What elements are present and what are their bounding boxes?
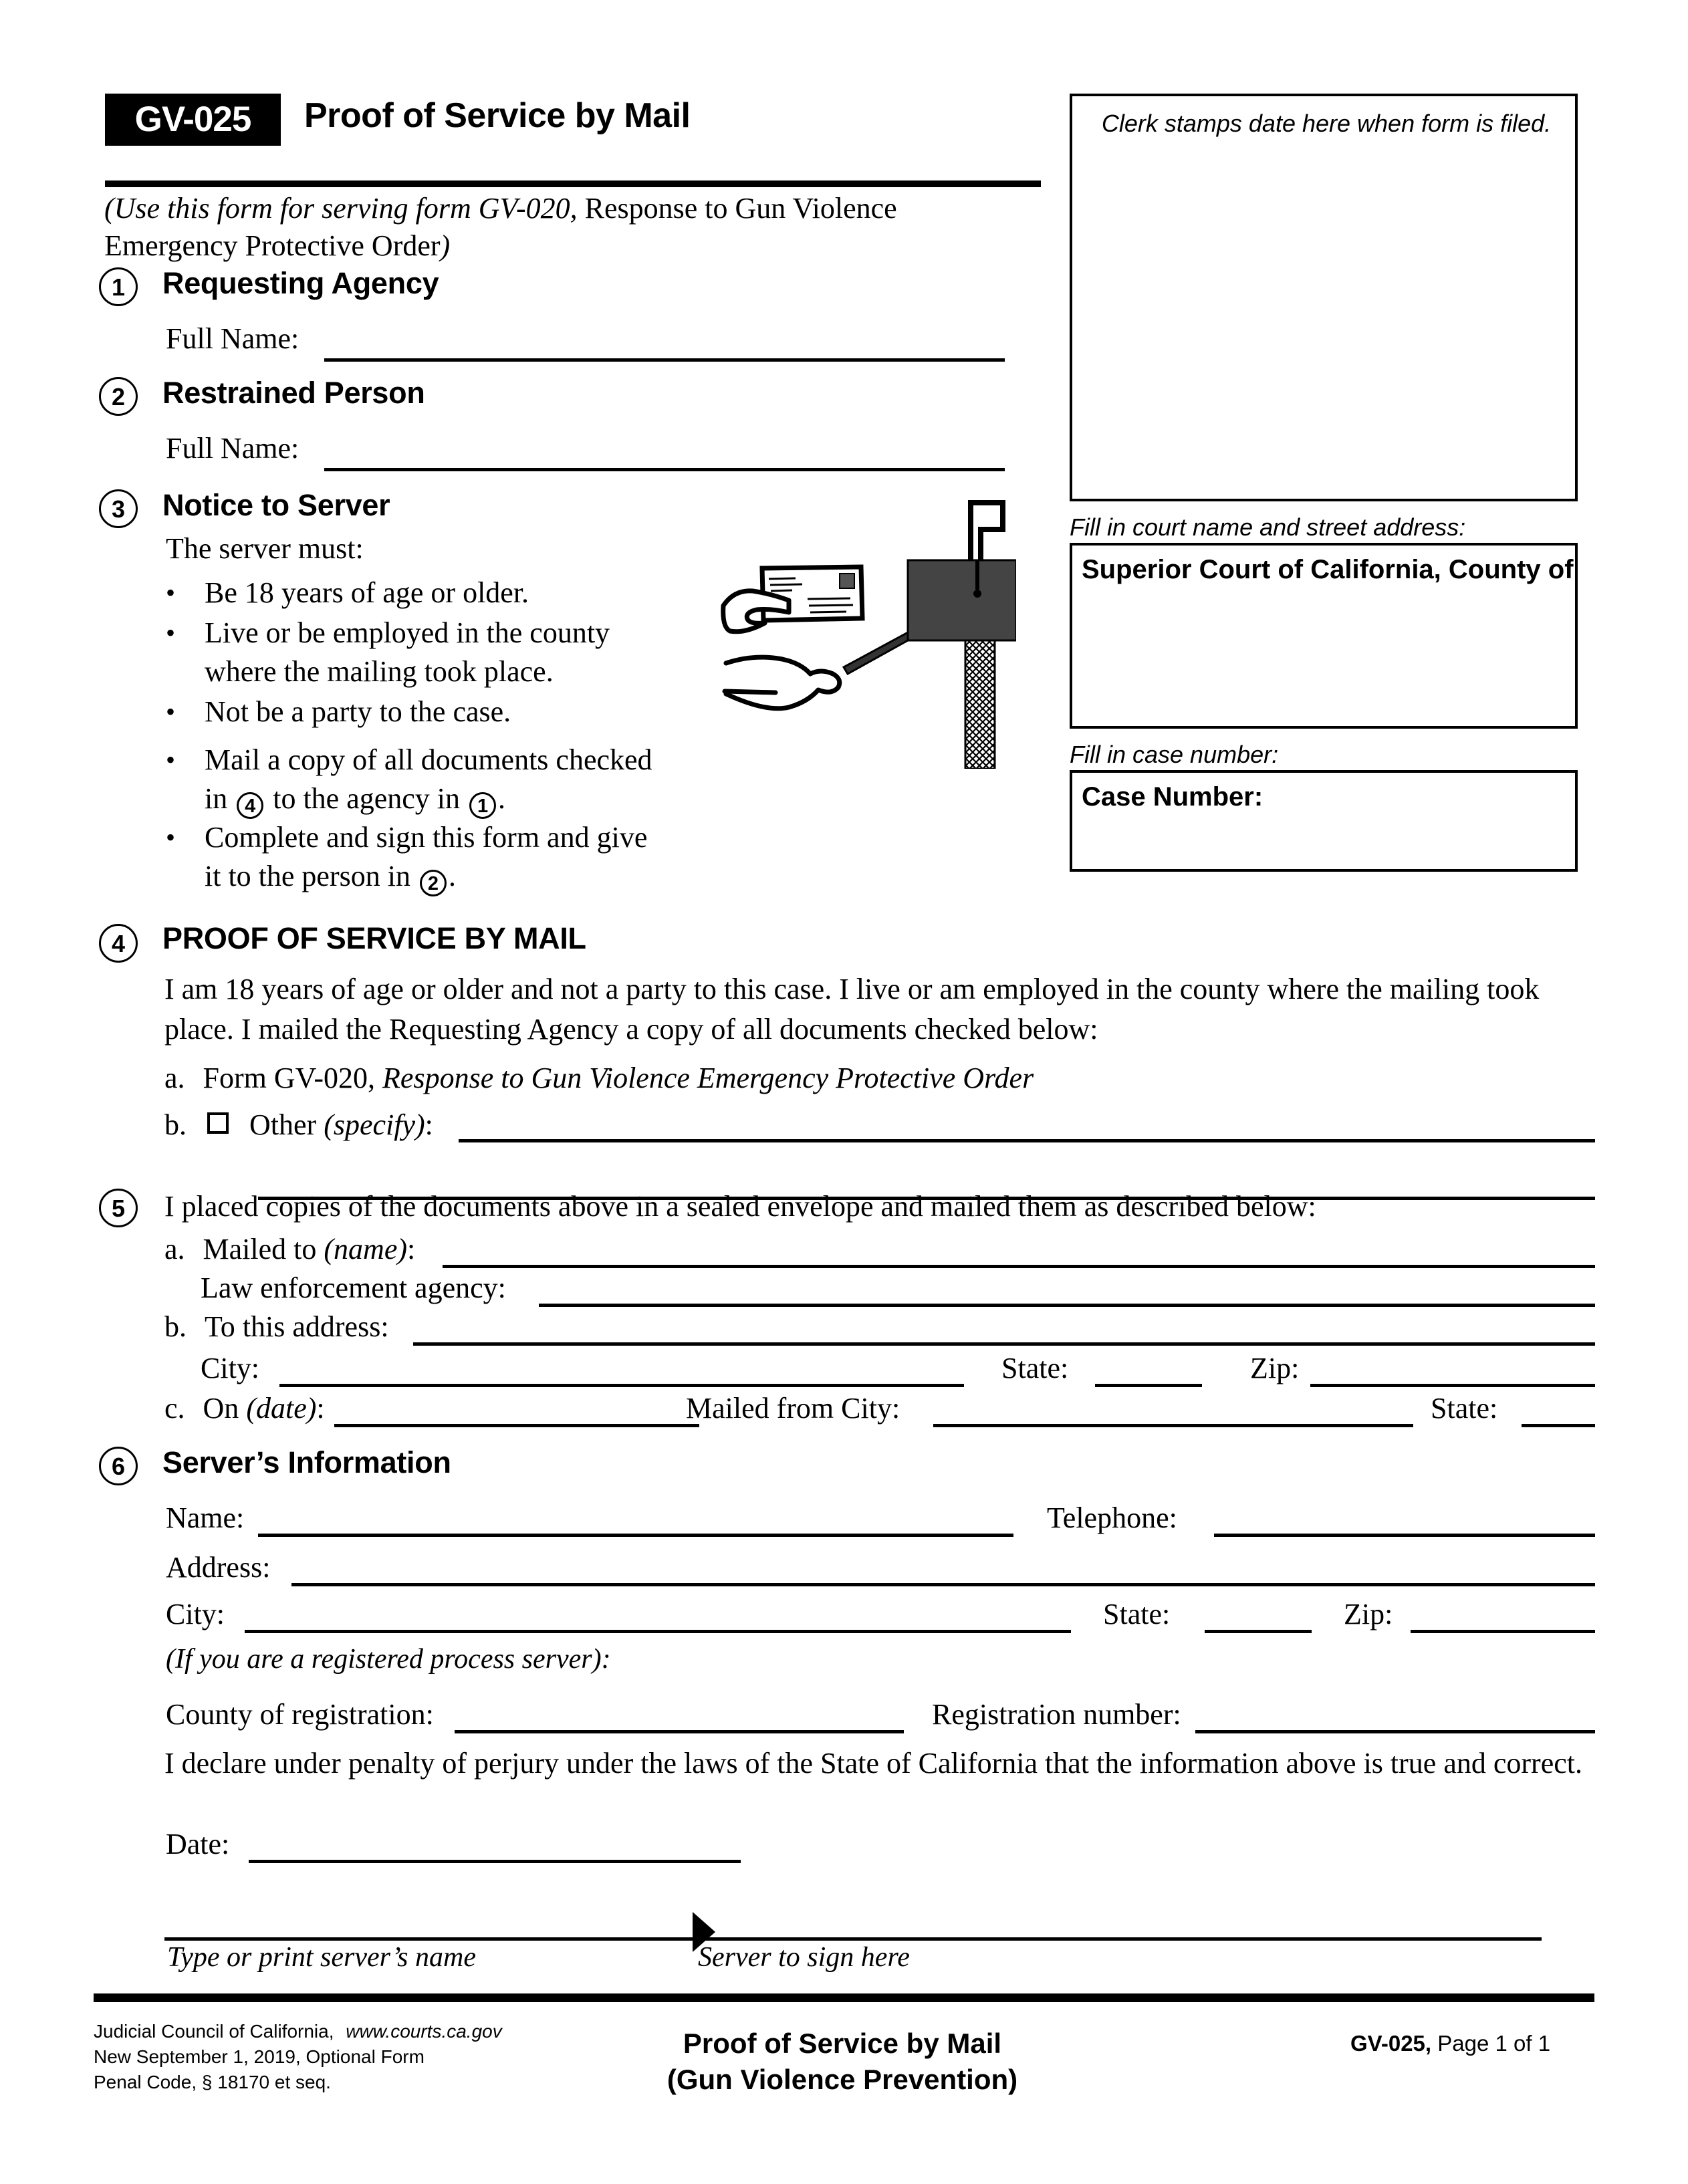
bullet4-agency-word: to the agency in [273, 782, 461, 815]
section-1-heading: Requesting Agency [162, 266, 439, 300]
footer-council-roman: Judicial Council of California, [94, 2021, 334, 2042]
notice-bullet-1-text: Be 18 years of age or older. [205, 576, 529, 609]
step-reference-1: 1 [469, 792, 496, 819]
section-4-paragraph: I am 18 years of age or older and not a party to this case. I live or am employed in the county where the mailing took place. I mailed the Requesting Agency a copy of all documents checked below: [164, 973, 1540, 1046]
server-address-field[interactable] [291, 1583, 1595, 1586]
restrained-person-full-name-field[interactable] [324, 468, 1005, 471]
court-box-caption: Fill in court name and street address: [1070, 513, 1466, 541]
mailing-zip-field[interactable] [1310, 1384, 1595, 1387]
server-state-label: State: [1103, 1598, 1171, 1630]
step-number-2: 2 [99, 377, 138, 416]
court-name-label: Superior Court of California, County of [1082, 555, 1574, 584]
mailed-on-date-field[interactable] [334, 1424, 699, 1427]
mailed-from-state-label: State: [1431, 1392, 1498, 1425]
item-5b-marker: b. [164, 1310, 187, 1343]
server-zip-label: Zip: [1344, 1598, 1393, 1630]
section-5a-label [164, 1230, 415, 1269]
requesting-agency-full-name-label: Full Name: [166, 322, 299, 355]
footer-website-url: www.courts.ca.gov [346, 2021, 502, 2042]
item-5a-marker: a. [164, 1233, 185, 1265]
item-5c-label: On [203, 1392, 239, 1425]
bullet-marker: • [166, 578, 176, 608]
law-enforcement-agency-label: Law enforcement agency: [201, 1271, 506, 1304]
item-5a-label: Mailed to [203, 1233, 317, 1265]
notice-bullet-3-text: Not be a party to the case. [205, 695, 511, 728]
subtitle-close-paren: ) [440, 229, 451, 262]
clerk-stamp-note: Clerk stamps date here when form is filed. [1101, 110, 1552, 137]
case-number-box[interactable] [1070, 770, 1578, 872]
bullet-marker: • [166, 745, 176, 775]
server-signature-caption: Server to sign here [698, 1942, 910, 1973]
mailed-from-state-field[interactable] [1522, 1424, 1595, 1427]
header-divider [105, 180, 1041, 187]
subtitle-italic-part: (Use this form for serving form GV-020, [104, 192, 578, 225]
case-number-label: Case Number: [1082, 782, 1263, 812]
item-5c-marker: c. [164, 1392, 185, 1425]
server-name-label: Name: [166, 1501, 245, 1534]
mailed-to-name-field[interactable] [443, 1265, 1595, 1268]
server-telephone-field[interactable] [1214, 1534, 1595, 1537]
clerk-stamp-box[interactable] [1070, 94, 1578, 501]
mailing-state-label: State: [1001, 1352, 1069, 1384]
step-reference-4: 4 [237, 792, 263, 819]
requesting-agency-full-name-field[interactable] [324, 358, 1005, 362]
server-telephone-label: Telephone: [1047, 1501, 1177, 1534]
footer-form-subtitle: (Gun Violence Prevention) [667, 2064, 1018, 2095]
item-a-italic: Response to Gun Violence Emergency Protective Order [382, 1062, 1034, 1094]
subtitle-roman-part: Response to Gun Violence Emergency Protective Order [104, 192, 897, 262]
mailing-city-field[interactable] [279, 1384, 964, 1387]
step-reference-2: 2 [420, 870, 447, 896]
footer-form-title: Proof of Service by Mail [683, 2028, 1002, 2059]
footer-center-block [508, 2026, 1177, 2098]
section-5c-label [164, 1389, 325, 1428]
footer-divider [94, 1993, 1594, 2002]
item-5a-colon: : [407, 1233, 416, 1265]
mailing-state-field[interactable] [1095, 1384, 1202, 1387]
item-b-italic: (specify) [324, 1108, 425, 1141]
court-name-address-box[interactable] [1070, 543, 1578, 729]
notice-bullet-5-line1: Complete and sign this form and give [205, 821, 648, 854]
server-address-label: Address: [166, 1551, 271, 1584]
section-4-heading: PROOF OF SERVICE BY MAIL [162, 921, 586, 955]
item-5c-colon: : [316, 1392, 325, 1425]
perjury-declaration: I declare under penalty of perjury under the laws of the State of California that the information above is true and correct. [164, 1747, 1582, 1780]
step-number-6: 6 [99, 1447, 138, 1485]
notice-to-server-lead: The server must: [166, 532, 364, 565]
mailing-city-label: City: [201, 1352, 260, 1384]
item-b-marker: b. [164, 1108, 187, 1141]
section-4-item-a [164, 1059, 1167, 1098]
print-server-name-caption: Type or print server’s name [167, 1942, 476, 1973]
restrained-person-full-name-label: Full Name: [166, 432, 299, 465]
declaration-date-field[interactable] [249, 1860, 741, 1863]
section-6-heading: Server’s Information [162, 1445, 451, 1479]
registration-number-label: Registration number: [932, 1698, 1181, 1731]
notice-bullet-2-text: Live or be employed in the county where the mailing took place. [205, 616, 610, 688]
page-title: Proof of Service by Mail [304, 96, 691, 135]
server-signature-field[interactable] [719, 1937, 1542, 1941]
notice-bullet-4-line1: Mail a copy of all documents checked [205, 743, 652, 776]
step-number-3: 3 [99, 489, 138, 528]
notice-bullet-5-line2 [205, 857, 456, 896]
server-zip-field[interactable] [1411, 1630, 1595, 1633]
section-5-lead: I placed copies of the documents above in a sealed envelope and mailed them as described below: [164, 1190, 1316, 1223]
step-number-1: 1 [99, 267, 138, 306]
footer-page-indicator [1350, 2031, 1550, 2056]
step-number-5: 5 [99, 1189, 138, 1227]
section-2-heading: Restrained Person [162, 376, 425, 410]
item-5a-italic: (name) [324, 1233, 407, 1265]
item-a-marker: a. [164, 1062, 185, 1094]
declaration-date-label: Date: [166, 1828, 230, 1860]
bullet-marker: • [166, 697, 176, 727]
form-code-badge: GV-025 [105, 94, 281, 146]
step-number-4: 4 [99, 924, 138, 963]
law-enforcement-agency-field[interactable] [539, 1304, 1595, 1307]
server-city-label: City: [166, 1598, 225, 1630]
bullet-marker: • [166, 618, 176, 648]
bullet4-period: . [498, 782, 506, 815]
other-document-specify-field[interactable] [459, 1139, 1595, 1142]
case-number-caption: Fill in case number: [1070, 741, 1279, 768]
form-subtitle [104, 190, 993, 265]
hand-mailing-envelope-into-mailbox-icon [695, 481, 1016, 769]
footer-revision-line: New September 1, 2019, Optional Form [94, 2046, 425, 2067]
server-state-field[interactable] [1205, 1630, 1312, 1633]
item-b-colon: : [425, 1108, 433, 1141]
item-5c-italic: (date) [246, 1392, 317, 1425]
footer-statute-line: Penal Code, § 18170 et seq. [94, 2072, 331, 2092]
item-b-label: Other [249, 1108, 317, 1141]
mailed-from-city-field[interactable] [933, 1424, 1413, 1427]
footer-form-code: GV-025, [1350, 2031, 1432, 2056]
bullet-marker: • [166, 822, 176, 852]
item-a-roman: Form GV-020, [203, 1062, 376, 1094]
server-name-field[interactable] [258, 1534, 1013, 1537]
mailing-address-field[interactable] [413, 1342, 1595, 1346]
server-city-field[interactable] [245, 1630, 1071, 1633]
item-5b-label: To this address: [205, 1310, 389, 1343]
registered-process-server-note: (If you are a registered process server): [166, 1644, 611, 1675]
mailed-from-city-label: Mailed from City: [686, 1392, 900, 1425]
section-3-heading: Notice to Server [162, 488, 390, 522]
bullet5-lead-words: it to the person in [205, 860, 410, 892]
bullet4-in-word: in [205, 782, 228, 815]
registration-number-field[interactable] [1195, 1730, 1595, 1733]
county-of-registration-label: County of registration: [166, 1698, 434, 1731]
other-document-checkbox[interactable] [207, 1112, 229, 1134]
notice-bullet-4-line2 [205, 779, 505, 819]
section-5b-label [164, 1308, 389, 1346]
footer-page-number: Page 1 of 1 [1431, 2031, 1551, 2056]
county-of-registration-field[interactable] [455, 1730, 904, 1733]
bullet5-period: . [448, 860, 456, 892]
mailing-zip-label: Zip: [1250, 1352, 1300, 1384]
